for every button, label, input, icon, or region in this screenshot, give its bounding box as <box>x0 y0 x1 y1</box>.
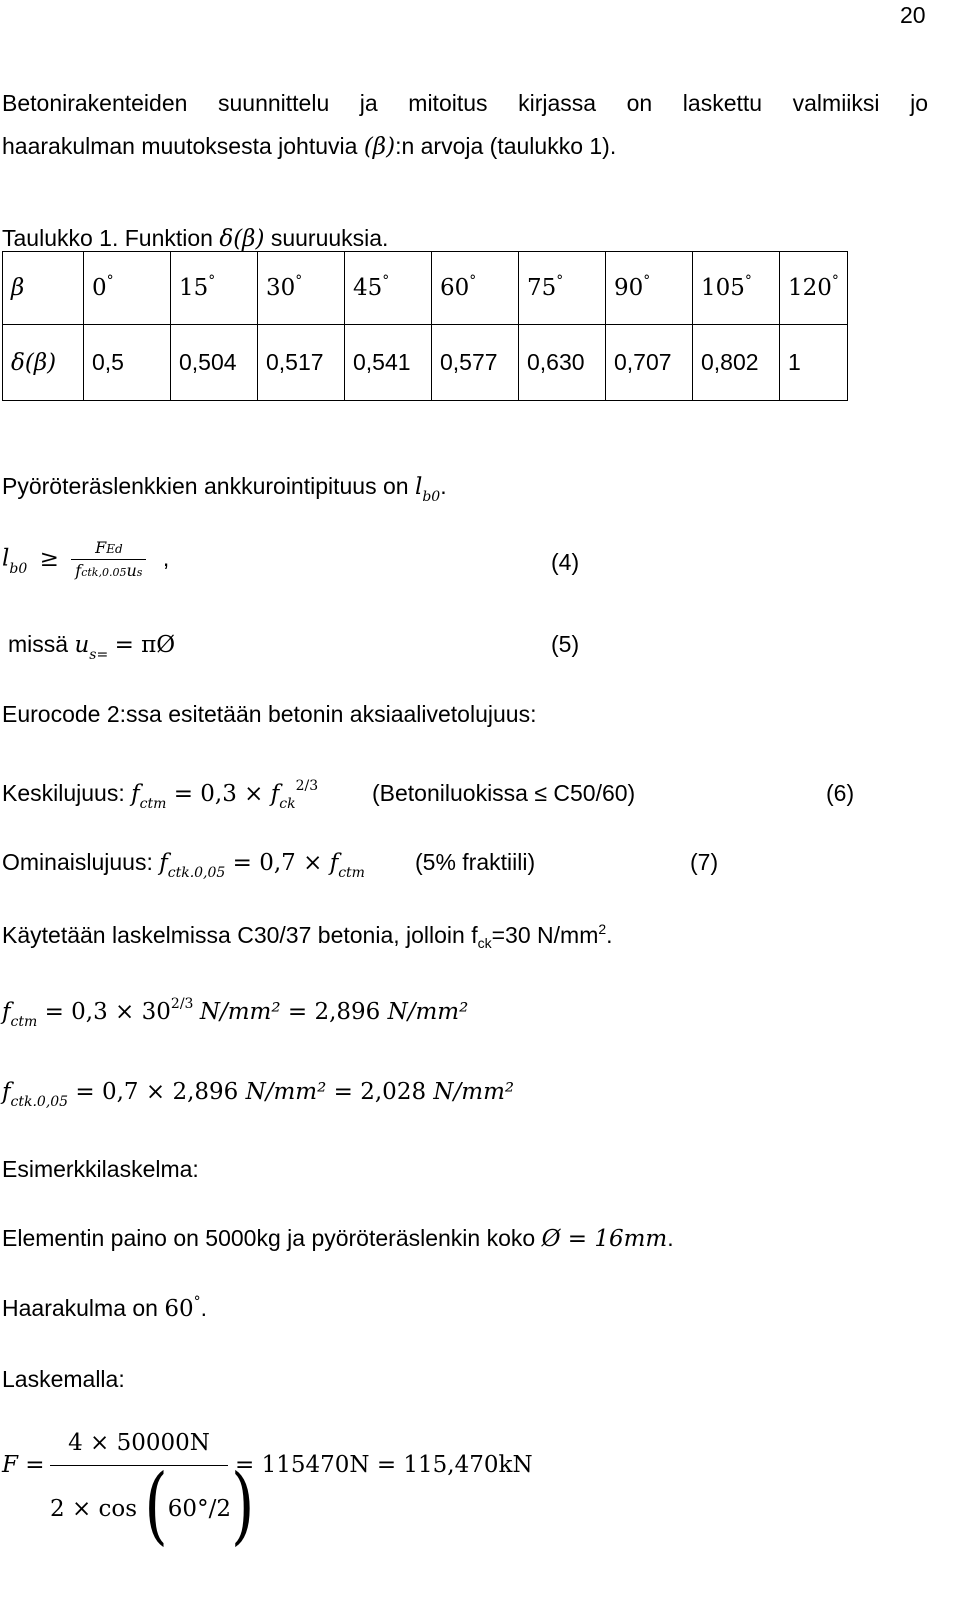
delta-cell: 1 <box>780 325 848 401</box>
calc-fctm <box>2 996 469 1030</box>
calc1-exponent: 2/3 <box>170 996 194 1012</box>
delta-table <box>2 251 848 401</box>
calc2-f-sub: ctk.0,05 <box>10 1094 69 1110</box>
degree-sign: ° <box>382 273 390 289</box>
delta-cell: 0,577 <box>432 325 519 401</box>
calc1-unit: N/mm² <box>199 999 281 1025</box>
concrete-sup: 2 <box>598 921 607 937</box>
final-numerator: 4 × 50000N <box>68 1430 210 1456</box>
l-subscript: b0 <box>422 489 441 505</box>
concrete-end: . <box>606 922 613 948</box>
concrete-sentence <box>2 921 613 951</box>
table-caption <box>2 227 388 251</box>
delta-cell: 0,630 <box>519 325 606 401</box>
concrete-value: =30 N/mm <box>491 922 599 948</box>
caption-text: Taulukko 1. Funktion <box>2 225 220 251</box>
eq6-exponent: 2/3 <box>295 778 319 794</box>
eq7-f: f <box>159 850 168 876</box>
eq4-label: (4) <box>551 549 580 575</box>
eq7-f2-sub: ctm <box>338 865 365 881</box>
calc2-result: = 2,028 <box>326 1079 434 1105</box>
concrete-text: Käytetään laskelmissa C30/37 betonia, jolloin f <box>2 922 478 948</box>
eq4-denominator <box>71 559 146 579</box>
calc1-result: = 2,896 <box>280 999 388 1025</box>
eq4-numerator <box>71 540 146 559</box>
eq4-num-f: F <box>95 538 107 557</box>
delta-header: δ(β) <box>3 325 84 401</box>
angle-cell <box>345 252 432 325</box>
eq4-operator: ≥ <box>39 545 59 572</box>
calc2-eq: = 0,7 × 2,896 <box>68 1079 246 1105</box>
eq7-f-sub: ctk.0,05 <box>167 865 226 881</box>
angle-value: 0 <box>92 275 107 301</box>
eq6-text: Keskilujuus: <box>2 780 132 806</box>
table-row-beta <box>3 252 848 325</box>
eq7-mid: = 0,7 × <box>225 850 330 876</box>
degree-sign: ° <box>106 273 114 289</box>
element-end: . <box>667 1225 674 1251</box>
angle-value: 45 <box>353 275 383 301</box>
calc2-unit: N/mm² <box>245 1079 327 1105</box>
calc2-unit2: N/mm² <box>433 1079 515 1105</box>
eq4-num-sub: Ed <box>106 542 123 556</box>
degree-sign: ° <box>744 273 752 289</box>
angle-cell <box>432 252 519 325</box>
final-lhs: F = <box>2 1452 45 1478</box>
eq6-f2: f <box>270 781 280 807</box>
eq4-den-u-sub: s <box>136 566 143 579</box>
delta-cell: 0,517 <box>258 325 345 401</box>
eq4-fraction <box>71 540 146 579</box>
calc1-eq: = 0,3 × 30 <box>37 999 171 1025</box>
final-den-paren: ( <box>144 1457 168 1555</box>
anchorage-sentence <box>2 473 447 505</box>
eq7-f2: f <box>329 850 339 876</box>
eq5-rhs: = πØ <box>114 632 176 658</box>
degree-sign: ° <box>208 273 216 289</box>
delta-cell: 0,802 <box>693 325 780 401</box>
eq6-label: (6) <box>826 780 855 806</box>
eq5-u: u <box>74 632 90 658</box>
element-math: Ø = 16mm <box>541 1226 668 1252</box>
final-den-paren-close: ) <box>230 1457 255 1555</box>
degree-sign: ° <box>643 273 651 289</box>
branch-angle-sentence <box>2 1294 208 1322</box>
caption-math: δ(β) <box>219 226 265 252</box>
eq6-f2-sub: ck <box>279 796 296 812</box>
calc1-f: f <box>2 999 11 1025</box>
delta-cell: 0,541 <box>345 325 432 401</box>
beta-symbol: (β) <box>363 134 396 160</box>
branch-angle-end: . <box>200 1295 208 1321</box>
branch-angle-value: 60 <box>164 1296 194 1322</box>
fraction-bar <box>50 1465 228 1466</box>
delta-cell: 0,707 <box>606 325 693 401</box>
calc-fctk <box>2 1079 515 1110</box>
eurocode-text: Eurocode 2:ssa esitetään betonin aksiaalivetolujuus: <box>2 701 537 727</box>
beta-header: β <box>3 252 84 325</box>
angle-cell <box>693 252 780 325</box>
intro-line-1-text: Betonirakenteiden suunnittelu ja mitoitus kirjassa on laskettu valmiiksi jo <box>2 90 928 116</box>
angle-value: 105 <box>701 275 745 301</box>
element-text: Elementin paino on 5000kg ja pyöröteräslenkin koko <box>2 1225 542 1251</box>
degree-sign: ° <box>831 273 839 289</box>
eq4-lhs-sub: b0 <box>9 560 28 577</box>
eq7-label: (7) <box>690 849 719 875</box>
page-number: 20 <box>900 2 926 28</box>
intro-line-2-text: haarakulman muutoksesta johtuvia <box>2 133 358 159</box>
calc2-f: f <box>2 1079 11 1105</box>
angle-value: 90 <box>614 275 644 301</box>
eq6-f: f <box>131 781 140 807</box>
delta-cell: 0,5 <box>84 325 171 401</box>
final-denominator <box>50 1457 255 1555</box>
element-sentence <box>2 1227 674 1251</box>
anchorage-end: . <box>440 473 447 499</box>
branch-angle-degree: ° <box>193 1294 201 1310</box>
calc1-f-sub: ctm <box>10 1014 38 1030</box>
concrete-sub: ck <box>477 935 492 951</box>
angle-value: 120 <box>788 275 832 301</box>
delta-cell: 0,504 <box>171 325 258 401</box>
angle-cell <box>606 252 693 325</box>
eq6-note: (Betoniluokissa ≤ C50/60) <box>372 780 636 806</box>
angle-cell <box>519 252 606 325</box>
equation-6 <box>2 778 319 812</box>
intro-line-2 <box>2 135 616 159</box>
final-fraction <box>50 1430 255 1555</box>
table-row-delta <box>3 325 848 401</box>
angle-value: 60 <box>440 275 470 301</box>
angle-cell <box>84 252 171 325</box>
branch-angle-text: Haarakulma on <box>2 1295 165 1321</box>
eq7-note: (5% fraktiili) <box>415 849 536 875</box>
final-den-arg: 60°/2 <box>167 1496 231 1522</box>
equation-4 <box>2 540 169 579</box>
eq4-den-sub: ctk,0.05 <box>81 566 127 579</box>
eq5-label: (5) <box>551 631 580 657</box>
degree-sign: ° <box>469 273 477 289</box>
computing-label: Laskemalla: <box>2 1366 125 1392</box>
eq4-comma: , <box>162 544 170 571</box>
angle-cell <box>780 252 848 325</box>
equation-7 <box>2 849 365 881</box>
degree-sign: ° <box>295 273 303 289</box>
eq5-u-sub: s= <box>89 647 109 663</box>
example-title: Esimerkkilaskelma: <box>2 1156 199 1182</box>
eq4-den-u: u <box>126 561 137 580</box>
l-symbol: l <box>414 474 423 500</box>
angle-cell <box>258 252 345 325</box>
intro-line-1 <box>2 92 928 115</box>
eq5-text: missä <box>8 631 75 657</box>
eq7-text: Ominaislujuus: <box>2 849 160 875</box>
angle-value: 75 <box>527 275 557 301</box>
eq6-mid: = 0,3 × <box>166 781 271 807</box>
final-den-text: 2 × cos <box>50 1496 138 1522</box>
eq4-den-f: f <box>75 561 82 580</box>
angle-value: 30 <box>266 275 296 301</box>
angle-cell <box>171 252 258 325</box>
caption-end: suuruuksia. <box>264 225 389 251</box>
eq6-f-sub: ctm <box>139 796 167 812</box>
equation-5 <box>8 631 176 663</box>
angle-value: 15 <box>179 275 209 301</box>
intro-line-2-end: :n arvoja (taulukko 1). <box>395 133 617 159</box>
final-rhs: = 115470N = 115,470kN <box>235 1452 533 1478</box>
calc1-unit2: N/mm² <box>387 999 469 1025</box>
degree-sign: ° <box>556 273 564 289</box>
anchorage-text: Pyöröteräslenkkien ankkurointipituus on <box>2 473 415 499</box>
eq4-lhs: l <box>2 545 10 572</box>
